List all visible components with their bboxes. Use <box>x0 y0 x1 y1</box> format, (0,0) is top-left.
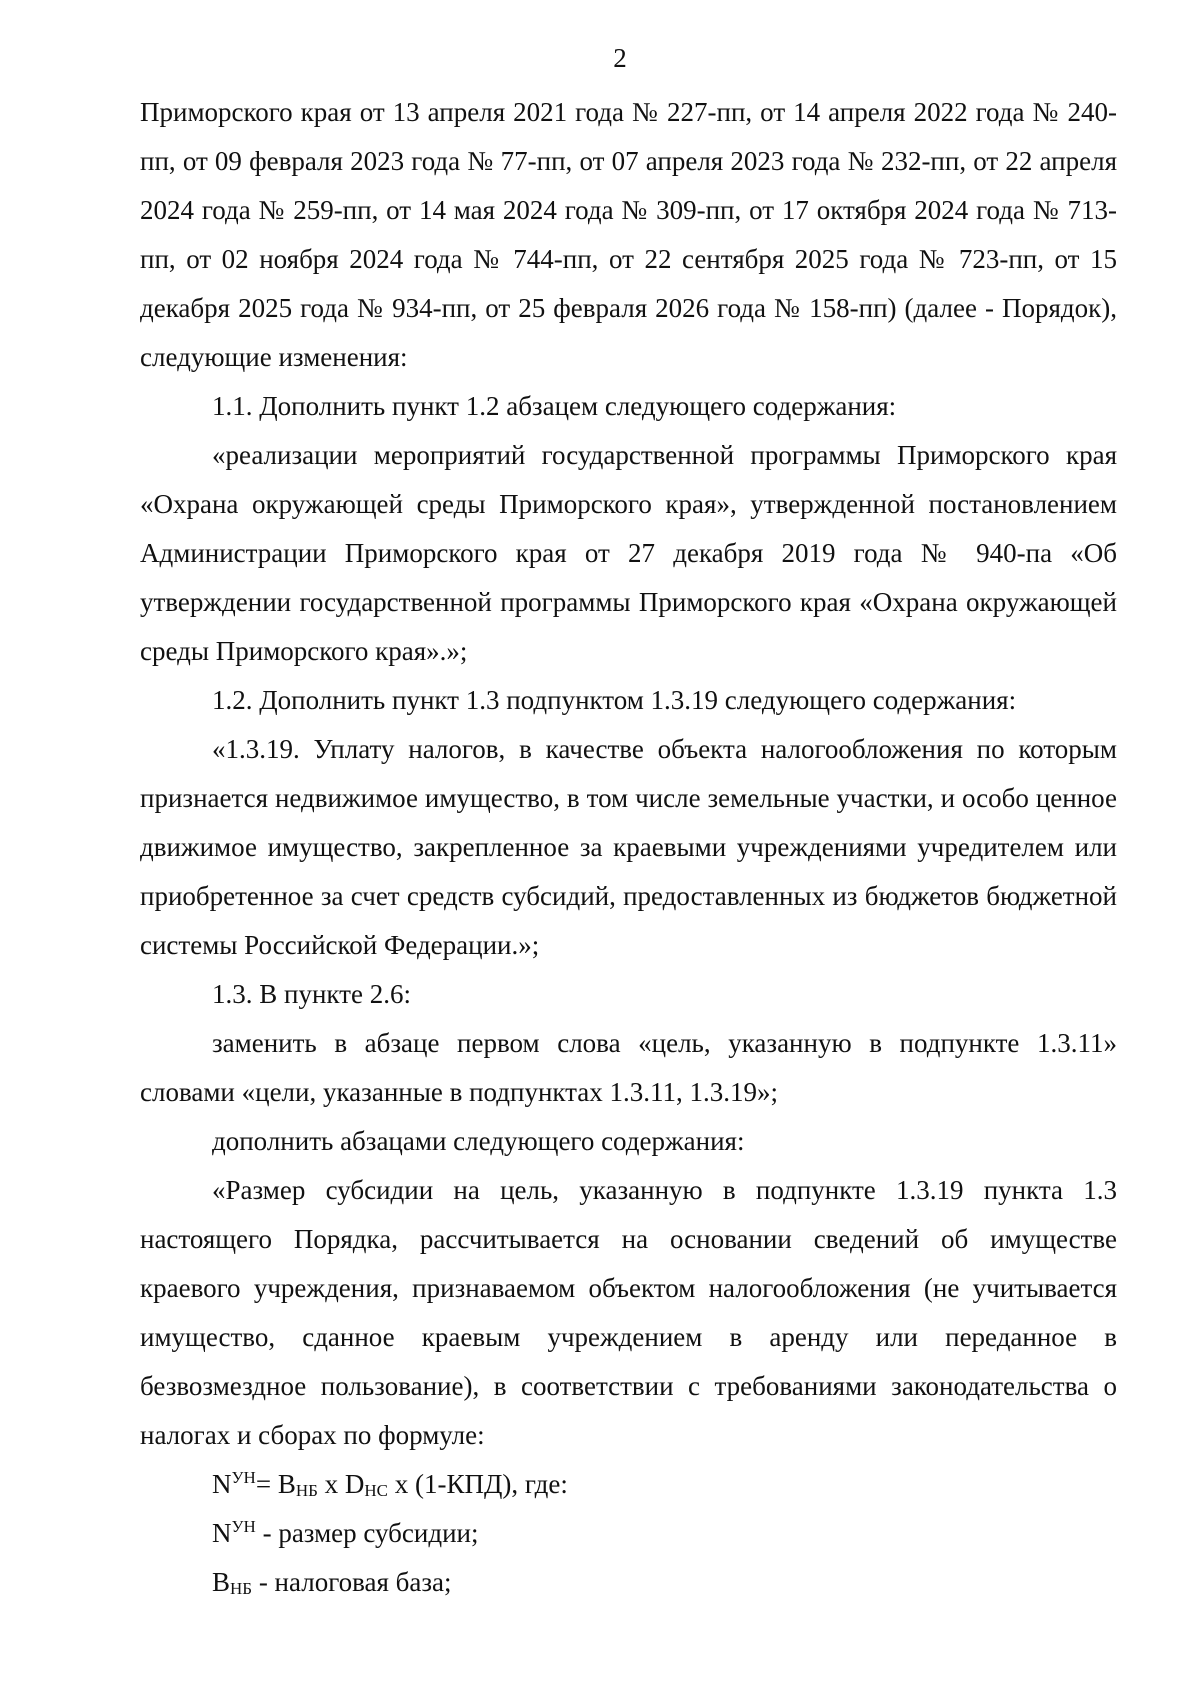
document-body <box>140 88 1117 1607</box>
formula-line <box>140 1460 1117 1509</box>
formula-eq: = <box>255 1469 278 1499</box>
definition-symbol: N <box>212 1518 232 1548</box>
formula-b: B <box>277 1469 296 1499</box>
paragraph-item-1-1: 1.1. Дополнить пункт 1.2 абзацем следующего содержания: <box>212 391 897 421</box>
paragraph-add-paragraphs: дополнить абзацами следующего содержания: <box>212 1126 745 1156</box>
definition-b-nb <box>140 1558 1117 1607</box>
definition-n-un <box>140 1509 1117 1558</box>
paragraph-quote-program: «реализации мероприятий государственной программы Приморского края «Охрана окружающей среды Приморского края», утвержденной постановлением Администрации Приморского края от 27 декабря 2019 года № 940-па «Об утверждении государственной программы Приморского края «Охрана окружающей среды Приморского края».»; <box>140 440 1117 666</box>
definition-sup: УН <box>231 1517 256 1536</box>
formula-b-sub: НБ <box>295 1481 318 1500</box>
paragraph-subsidy-size: «Размер субсидии на цель, указанную в подпункте 1.3.19 пункта 1.3 настоящего Порядка, рассчитывается на основании сведений об имуществе краевого учреждения, признаваемом объектом налогообложения (не учитывается имущество, сданное краевым учреждением в аренду или переданное в безвозмездное пользование), в соответствии с требованиями законодательства о налогах и сборах по формуле: <box>140 1175 1117 1450</box>
paragraph-continuation: Приморского края от 13 апреля 2021 года № 227-пп, от 14 апреля 2022 года № 240-пп, от 09 февраля 2023 года № 77-пп, от 07 апреля 2023 года № 232-пп, от 22 апреля 2024 года № 259-пп, от 14 мая 2024 года № 309-пп, от 17 октября 2024 года № 713-пп, от 02 ноября 2024 года № 744-пп, от 22 сентября 2025 года № 723-пп, от 15 декабря 2025 года № 934-пп, от 25 февраля 2026 года № 158-пп) (далее - Порядок), следующие изменения: <box>140 97 1117 372</box>
paragraph-item-1-2: 1.2. Дополнить пункт 1.3 подпунктом 1.3.19 следующего содержания: <box>212 685 1017 715</box>
paragraph-item-1-3: 1.3. В пункте 2.6: <box>212 979 411 1009</box>
paragraph-quote-1-3-19: «1.3.19. Уплату налогов, в качестве объекта налогообложения по которым признается недвижимое имущество, в том числе земельные участки, и особо ценное движимое имущество, закрепленное за краевыми учреждениями учредителем или приобретенное за счет средств субсидий, предоставленных из бюджетов бюджетной системы Российской Федерации.»; <box>140 734 1117 960</box>
formula-d-sub: НС <box>364 1481 388 1500</box>
formula-x1: x <box>317 1469 345 1499</box>
formula-n: N <box>212 1469 232 1499</box>
definition-text: - размер субсидии; <box>255 1518 479 1548</box>
formula-n-sup: УН <box>231 1468 256 1487</box>
definition-sub: НБ <box>230 1579 253 1598</box>
paragraph-replace-words: заменить в абзаце первом слова «цель, указанную в подпункте 1.3.11» словами «цели, указанные в подпунктах 1.3.11, 1.3.19»; <box>140 1028 1117 1107</box>
definition-text: - налоговая база; <box>252 1567 452 1597</box>
formula-rest: x (1-КПД), где: <box>388 1469 568 1499</box>
page-number: 2 <box>613 43 627 73</box>
definition-symbol: B <box>212 1567 231 1597</box>
formula-d: D <box>344 1469 365 1499</box>
